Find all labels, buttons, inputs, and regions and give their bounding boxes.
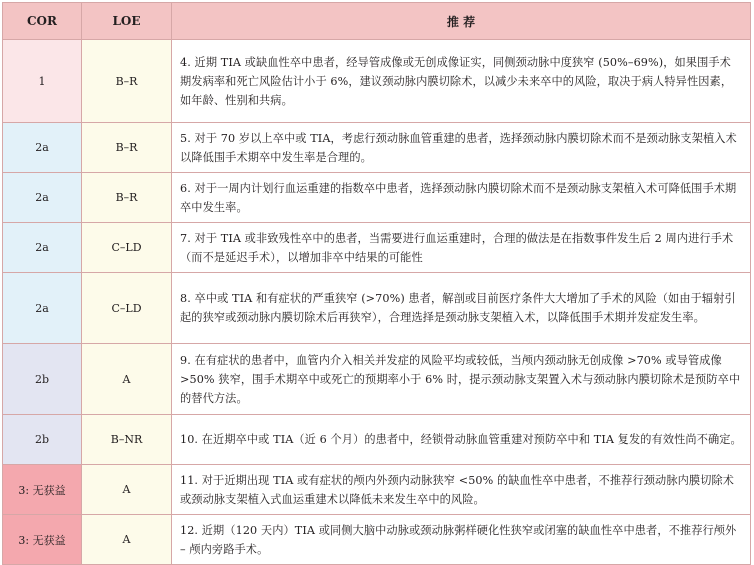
recommendation-cell: 10. 在近期卒中或 TIA（近 6 个月）的患者中，经锁骨动脉血管重建对预防卒中和 TIA 复发的有效性尚不确定。 [172,415,751,465]
table-row [3,344,751,415]
cor-cell: 2a [3,273,82,344]
table-row [3,415,751,465]
recommendation-cell: 6. 对于一周内计划行血运重建的指数卒中患者，选择颈动脉内膜切除术而不是颈动脉支架植入术可降低围手术期卒中发生率。 [172,173,751,223]
recommendation-cell: 11. 对于近期出现 TIA 或有症状的颅内外颈内动脉狭窄 <50% 的缺血性卒中患者，不推荐行颈动脉内膜切除术或颈动脉支架植入式血运重建术以降低未来发生卒中的风险。 [172,465,751,515]
table-row [3,123,751,173]
recommendation-cell: 9. 在有症状的患者中，血管内介入相关并发症的风险平均或较低，当颅内颈动脉无创成像 >70% 或导管成像 >50% 狭窄，围手术期卒中或死亡的预期率小于 6% 时，提示颈动脉支架置入术与颈动脉内膜切除术是预防卒中的替代方法。 [172,344,751,415]
loe-cell: A [82,465,172,515]
cor-cell: 2b [3,415,82,465]
cor-cell: 2b [3,344,82,415]
loe-cell: C–LD [82,223,172,273]
cor-cell: 2a [3,173,82,223]
loe-cell: B–R [82,173,172,223]
table-row [3,273,751,344]
cor-cell: 1 [3,40,82,123]
table-header-row [3,3,751,40]
loe-cell: A [82,344,172,415]
recommendation-cell: 4. 近期 TIA 或缺血性卒中患者，经导管成像或无创成像证实，同侧颈动脉中度狭窄 (50%–69%)，如果围手术期发病率和死亡风险估计小于 6%，建议颈动脉内膜切除术，以减少未来卒中的风险，取决于病人特异性因素，如年龄、性别和共病。 [172,40,751,123]
table-row [3,465,751,515]
recommendation-cell: 12. 近期（120 天内）TIA 或同侧大脑中动脉或颈动脉粥样硬化性狭窄或闭塞的缺血性卒中患者，不推荐行颅外 – 颅内旁路手术。 [172,515,751,565]
table-row [3,40,751,123]
loe-header: LOE [82,3,172,40]
table-row [3,223,751,273]
cor-cell: 3: 无获益 [3,465,82,515]
recommendation-table [2,2,751,565]
cor-cell: 2a [3,123,82,173]
table-row [3,173,751,223]
table-row [3,515,751,565]
cor-cell: 3: 无获益 [3,515,82,565]
loe-cell: C–LD [82,273,172,344]
loe-cell: A [82,515,172,565]
loe-cell: B–R [82,40,172,123]
cor-cell: 2a [3,223,82,273]
cor-header: COR [3,3,82,40]
recommendation-cell: 5. 对于 70 岁以上卒中或 TIA，考虑行颈动脉血管重建的患者，选择颈动脉内膜切除术而不是颈动脉支架植入术以降低围手术期卒中发生率是合理的。 [172,123,751,173]
loe-cell: B–NR [82,415,172,465]
recommendation-cell: 8. 卒中或 TIA 和有症状的严重狭窄 (>70%) 患者，解剖或目前医疗条件大大增加了手术的风险（如由于辐射引起的狭窄或颈动脉内膜切除术后再狭窄），合理选择是颈动脉支架植入术，以降低围手术期并发症发生率。 [172,273,751,344]
recommendation-header: 推 荐 [172,3,751,40]
loe-cell: B–R [82,123,172,173]
recommendation-cell: 7. 对于 TIA 或非致残性卒中的患者，当需要进行血运重建时，合理的做法是在指数事件发生后 2 周内进行手术（而不是延迟手术），以增加非卒中结果的可能性 [172,223,751,273]
